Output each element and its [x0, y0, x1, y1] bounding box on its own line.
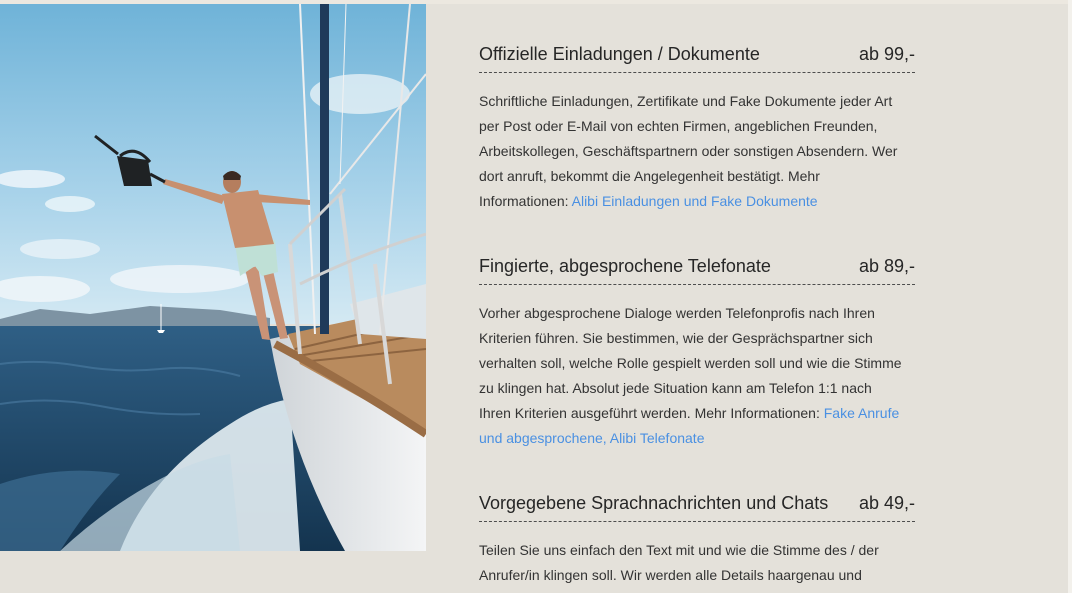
sailing-photo	[0, 4, 426, 551]
service-title: Vorgegebene Sprachnachrichten und Chats	[479, 493, 829, 513]
service-header	[479, 256, 915, 285]
service-description	[479, 538, 907, 588]
service-item-voice-messages	[479, 493, 915, 588]
service-title: Offizielle Einladungen / Dokumente	[479, 44, 760, 64]
service-item-documents	[479, 44, 915, 214]
service-description-text: Teilen Sie uns einfach den Text mit und wie die Stimme des / der Anrufer/in klingen soll. Wir werden alle Details haargenau und	[479, 542, 879, 583]
documents-info-link[interactable]: Alibi Einladungen und Fake Dokumente	[571, 193, 818, 209]
service-header	[479, 493, 915, 522]
scrollbar-track[interactable]	[1068, 0, 1072, 593]
service-header	[479, 44, 915, 73]
phone-calls-info-link[interactable]: Fake Anrufe und abgesprochene, Alibi Telefonate	[479, 405, 900, 446]
service-price: ab 99,-	[858, 44, 915, 64]
service-description-text: Vorher abgesprochene Dialoge werden Telefonprofis nach Ihren Kriterien führen. Sie bestimmen, wie der Gesprächspartner sich verhalten soll, welche Rolle gespielt werden soll und wie die Stimme zu klingen hat. Absolut jede Situation kann am Telefon 1:1 nach Ihren Kriterien ausgeführt werden. Mehr Informationen:	[479, 305, 902, 421]
service-description	[479, 89, 907, 214]
service-description-text: Schriftliche Einladungen, Zertifikate und Fake Dokumente jeder Art per Post oder E-Mail von echten Firmen, angeblichen Freunden, Arbeitskollegen, Geschäftspartnern oder sonstigen Absendern. Wer dort anruft, bekommt die Angelegenheit bestätigt. Mehr Informationen:	[479, 93, 898, 209]
service-title: Fingierte, abgesprochene Telefonate	[479, 256, 771, 276]
service-price: ab 49,-	[858, 493, 915, 513]
service-price: ab 89,-	[858, 256, 915, 276]
service-item-phone-calls	[479, 256, 915, 451]
service-description	[479, 301, 907, 451]
